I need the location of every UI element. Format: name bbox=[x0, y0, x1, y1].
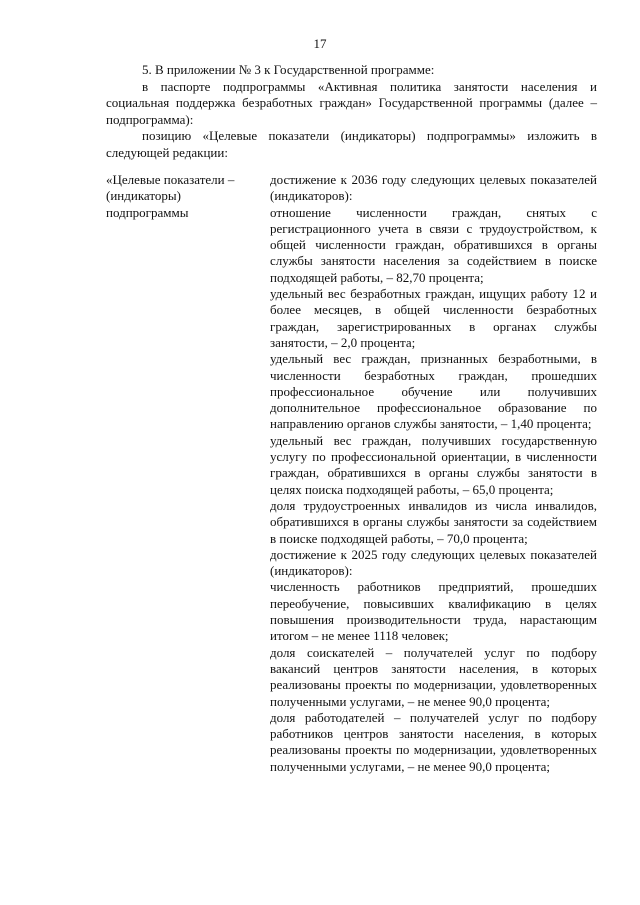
indicator-item: удельный вес безработных граждан, ищущих работу 12 и более месяцев, в общей численности безработных граждан, зарегистрированных в органах службы занятости, – 2,0 процента; bbox=[270, 286, 597, 350]
indicators-label: «Целевые показатели – (индикаторы) подпрограммы bbox=[106, 172, 235, 220]
intro-item: 5. В приложении № 3 к Государственной программе: bbox=[142, 62, 435, 77]
indicator-item: численность работников предприятий, прошедших переобучение, повысивших квалификацию в целях повышения производительности труда, нарастающим итогом – не менее 1118 человек; bbox=[270, 579, 597, 644]
intro-passport: в паспорте подпрограммы «Активная политика занятости населения и социальная поддержка безработных граждан» Государственной программы (далее – подпрограмма): bbox=[106, 78, 597, 127]
indicator-item: удельный вес граждан, признанных безработными, в численности безработных граждан, прошедших профессиональное обучение или получивших дополнительное профессиональное образование по направлению органов службы занятости, – 1,40 процента; bbox=[270, 351, 597, 432]
indicator-item: достижение к 2036 году следующих целевых показателей (индикаторов): bbox=[270, 172, 597, 204]
indicators-value-column bbox=[270, 172, 597, 775]
indicator-item: удельный вес граждан, получивших государственную услугу по профессиональной ориентации, в численности граждан, обратившихся в органы службы занятости в целях поиска подходящей работы, – 65,0 процента; bbox=[270, 432, 597, 497]
page-number: 17 bbox=[313, 36, 327, 51]
indicator-item: достижение к 2025 году следующих целевых показателей (индикаторов): bbox=[270, 546, 597, 579]
indicator-item: доля работодателей – получателей услуг по подбору работников центров занятости населения, в которых реализованы проекты по модернизации, удовлетворенных полученными услугами, – не менее 90,0 процента; bbox=[270, 709, 597, 774]
indicators-label-column bbox=[106, 172, 270, 775]
indicator-item: отношение численности граждан, снятых с регистрационного учета в связи с трудоустройством, к общей численности граждан, обратившихся в органы службы занятости населения за содействием в поиске подходящей работы, – 82,70 процента; bbox=[270, 204, 597, 285]
intro-instruction: позицию «Целевые показатели (индикаторы) подпрограммы» изложить в следующей редакции: bbox=[106, 128, 597, 160]
indicator-item: доля трудоустроенных инвалидов из числа инвалидов, обратившихся в органы службы занятости за содействием в поиске подходящей работы, – 70,0 процента; bbox=[270, 497, 597, 546]
intro-section bbox=[106, 62, 597, 161]
indicator-item: доля соискателей – получателей услуг по подбору вакансий центров занятости населения, в которых реализованы проекты по модернизации, удовлетворенных полученными услугами, – не менее 90,0 процента; bbox=[270, 644, 597, 709]
indicators-table bbox=[106, 172, 597, 775]
